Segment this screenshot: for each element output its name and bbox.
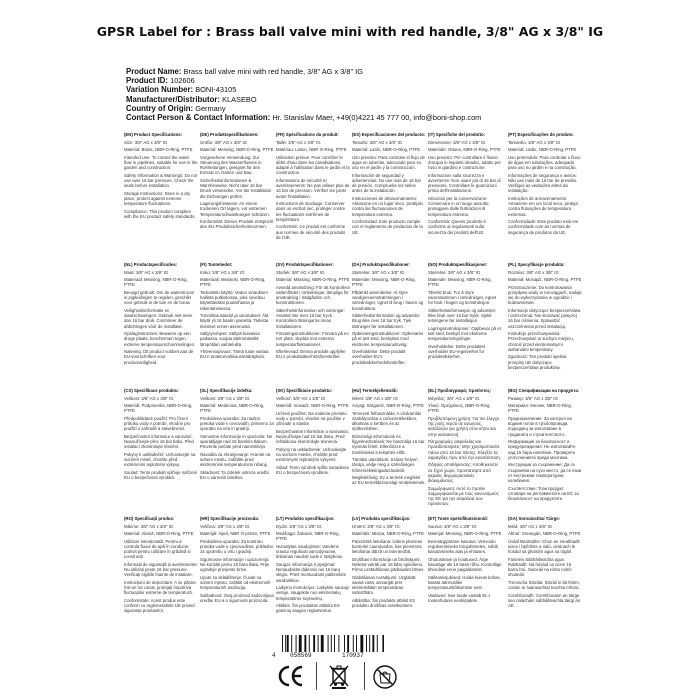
spec-paragraph: Storlek: 3/8" AG x 3/8" IG: [276, 269, 325, 275]
spec-paragraph: Drošības informācija un brīdinājumi: Nelietot vairāk par 16 bāru spiedienu. Pirms uzstādīšanas pārbaudiet blīves.: [352, 556, 425, 573]
spec-paragraph: Avsedd användning: För att kontrollera vattenflödet i rörledningar, lämpliga för användning i trädgården och konstruktionen.: [276, 284, 350, 306]
spec-heading: (LT) Produkto specifikacijos:: [276, 516, 335, 521]
spec-block: [508, 262, 582, 384]
spec-paragraph: Rozmiar: 3/8" AG x 3/8" IG: [508, 269, 559, 275]
spec-paragraph: Påtænkt anvendelse: At styre vandgennemstrømningen i rørledninger, egnet til brug i haven og konstruktion.: [352, 289, 424, 311]
spec-paragraph: Sigurnosne informacije i upozorenja: Ne koristiti preko 16 bara tlaka. Prije ugradnje provjerite brtve.: [200, 556, 270, 573]
spec-paragraph: Předpokládané použití: Pro řízení průtoku vody v potrubí, vhodné pro použití v zahradě a stavebnictví.: [124, 415, 191, 432]
spec-grid: [124, 132, 584, 662]
spec-paragraph: Conformitate: Acest produs este conform cu reglementările UE privind siguranța produselor.: [124, 597, 195, 614]
spec-paragraph: Bezpečnostní informace a varování: Nepoužívejte přes 16 bar tlaku. Před instalací zkontrolujte těsnění.: [124, 433, 194, 450]
spec-heading: (SV) Produktspecifikationer:: [276, 262, 334, 267]
spec-paragraph: Tiltenkt bruk: For å styre vannstrømmen i rørledninger, egnet for bruk i hagen og konstruksjon.: [428, 289, 497, 306]
spec-paragraph: Vastavus: See toode vastab EL-i tooteohutuse eeskirjadele.: [428, 592, 491, 603]
spec-paragraph: Laikymo instrukcijos: Laikykite sausoje vietoje, saugokite nuo ekstremalių temperatūros svyravimų.: [276, 585, 350, 601]
spec-paragraph: Tárolási utasítások: Száraz helyen tárolja, védje meg a szélsőséges hőmérsékletingadozásoktól.: [352, 457, 418, 473]
spec-block: [352, 388, 426, 510]
spec-paragraph: Taille: 3/8" AG x 3/8" IG: [276, 139, 321, 145]
spec-paragraph: Material: Latão, NBR-O-Ring, PTFE: [508, 147, 577, 153]
spec-paragraph: Mărime: 3/8" AG x 3/8" IG: [124, 523, 174, 529]
icon-divider: [364, 662, 365, 690]
spec-paragraph: Eesmärgipärane kasutus: Veevoolu reguleerimiseks torujuhtmetes, sobib kasutamiseks aias ja ehituses.: [428, 538, 498, 555]
spec-paragraph: Upute za skladištenje: Čuvati na suhom mjestu, zaštititi od ekstremnih temperaturnih oscilacija.: [200, 574, 271, 591]
spec-paragraph: Uso previsto: Per controllare il flusso d'acqua in impianti idraulici, adatto per l'uso in giardino e costruzione.: [428, 154, 501, 171]
spec-paragraph: Numatytas naudojimas: Vandens srautui reguliuoti vamzdynuose, tinkamas naudoti sode ir statybose.: [276, 543, 344, 560]
spec-paragraph: Maat: 3/8" AG x 3/8" IG: [124, 269, 169, 275]
spec-paragraph: Material: Medenina, NBR-O-Ring, PTFE: [200, 403, 265, 414]
spec-block: [276, 132, 350, 254]
spec-block: [276, 262, 350, 384]
spec-paragraph: Μέγεθος: 3/8" AG x 3/8" IG: [428, 395, 480, 401]
info-row-variation-number: Variation Number: BONI-43105: [126, 85, 237, 95]
spec-paragraph: Υλικό: Ορείχαλκος, NBR-O-Ring, PTFE: [428, 403, 491, 414]
spec-paragraph: Uso pretendido: Para controlar o fluxo de água em tubulações, adequado para uso no jardim e na construção.: [508, 154, 581, 171]
spec-paragraph: Úsáid Beartaithe: Chun an sreabhadh uisce i bpíblínte a rialú, oiriúnach le húsáid sa ghairdín agus sa tógáil.: [508, 538, 580, 555]
spec-paragraph: Efterlevnad: Denna produkt uppfyller EU:s produktsäkerhetsföreskrifter.: [276, 349, 346, 360]
spec-paragraph: Materiale: Messing, NBR-O-Ring, PTFE: [352, 277, 416, 288]
spec-paragraph: Συμμόρφωση: Αυτό το προϊόν συμμορφώνεται με τους κανονισμούς της ΕΕ για την ασφάλεια των προϊόντων.: [428, 485, 499, 507]
spec-paragraph: Faisnéis Sábháilteachta agus Rabhaidh: Ná húsáid os cionn 16 barra brú. Seiceáil na rónta roimh shuiteáil.: [508, 556, 572, 578]
spec-block: [124, 516, 198, 638]
spec-paragraph: Atitiktis: Šis produktas atitinka ES gaminių saugos reglamentus.: [276, 603, 340, 614]
spec-paragraph: Size: 3/8" AG x 3/8" IG: [124, 139, 168, 145]
spec-heading: (SL) Specifikacije izdelka:: [200, 388, 253, 393]
spec-block: [508, 516, 582, 638]
spec-paragraph: Pokyny na uskladnenie: Uchovávajte na suchom mieste, chráňte pred extrémnymi teplotnými výkyvmi.: [276, 446, 347, 463]
spec-heading: (NL) Productspecificaties:: [124, 262, 178, 267]
spec-paragraph: Paredzētā lietošana: Ūdens plūsmas kontrolei cauruļvados, kas piemērots lietošanai dārzā un būvniecībā.: [352, 538, 422, 555]
spec-block: [428, 388, 502, 510]
spec-paragraph: Предназначение: За контрол на водния поток в тръбопроводи, подходящ за използване в градината и строителството.: [508, 415, 572, 437]
spec-paragraph: Material: Latón, NBR-O-Ring, PTFE: [352, 147, 421, 153]
spec-paragraph: Tamanho: 3/8" AG x 3/8" IG: [508, 139, 561, 145]
spec-paragraph: Konformität: Dieses Produkt entspricht den EU-Produktsicherheitsnormen.: [200, 219, 274, 230]
spec-paragraph: Materiāls: Misiņa, NBR-O-Ring, PTFE: [352, 531, 425, 537]
spec-heading: (EN) Product Specifications:: [124, 132, 183, 137]
spec-paragraph: Beoogd gebruik: Om de waterstroom in pijpleidingen te regelen, geschikt voor gebruik in de tuin en de bouw.: [124, 289, 195, 306]
spec-paragraph: Материал: Месинг, NBR-O-Ring, PTFE: [508, 403, 572, 414]
spec-block: [124, 262, 198, 384]
spec-paragraph: Storage Instructions: Store in a dry place, protect against extreme temperature fluctuations.: [124, 190, 191, 207]
spec-paragraph: Zgodność: Ten produkt spełnia przepisy UE dotyczące bezpieczeństwa produktów.: [508, 354, 567, 370]
spec-paragraph: Naleving: Dit product voldoet aan de EU-voorschriften voor productveiligheid.: [124, 349, 194, 365]
spec-paragraph: Ohutusteave ja hoiatused: Ärge kasutage üle 16 baari rõhu. Kontrollige tihendeid enne paigaldamist.: [428, 556, 502, 573]
spec-paragraph: Material: Mässing, NBR-O-Ring, PTFE: [276, 277, 350, 283]
spec-paragraph: Materiaali: Messinki, NBR-O-Ring, PTFE: [200, 277, 266, 288]
spec-paragraph: Velikost: 3/8" AG x 3/8" IG: [124, 395, 174, 401]
spec-paragraph: Veličina: 3/8" AG x 3/8" IG: [200, 523, 250, 529]
spec-paragraph: Materiał: Mosiądz, NBR-O-Ring, PTFE: [508, 277, 582, 283]
spec-paragraph: Velikost: 3/8" AG x 3/8" IG: [200, 395, 250, 401]
spec-block: [200, 262, 274, 384]
spec-paragraph: Προβλεπόμενη χρήση: Για τον έλεγχο της ροής νερού σε αγωγούς, κατάλληλο για χρήση στον κήπο και στην κατασκευή.: [428, 415, 500, 437]
spec-paragraph: Lagringsinstruksjoner: Oppbevar på et tørt sted, beskytt mot ekstreme temperatursvingninger.: [428, 325, 501, 342]
spec-paragraph: Opslaginstructies: Bewaren op een droge plaats, beschermen tegen extreme temperatuurschommelingen.: [124, 331, 196, 347]
info-row-product-id: Product ID: 102606: [126, 76, 195, 86]
spec-paragraph: Tarkoitettu käyttö: Veden virtauksen hallinta putkistoissa, joka soveltuu käytettäväksi puutarhassa ja rakentamisessa.: [200, 289, 268, 311]
info-row-contact: Contact Person & Contact Information: Hr. Stanislav Maer, +49(0)4221 45 777 00, info@boni-shop.com: [126, 113, 482, 123]
spec-paragraph: Material: Alamă, NBR-O-Ring, PTFE: [124, 531, 194, 537]
spec-paragraph: Predviđena uporaba: Za kontrolu protoka vode u cjevovodima, prikladno za upotrebu u vrtu i gradnji.: [200, 538, 274, 555]
spec-paragraph: Dimensione: 3/8" AG x 3/8" IG: [428, 139, 486, 145]
spec-block: [352, 516, 426, 638]
spec-paragraph: Medžiaga: Žalvaris, NBR-O-Ring, PTFE: [276, 531, 340, 542]
spec-block: [200, 132, 274, 254]
spec-paragraph: Säkerhetsinformation och varningar: Använd inte över 16 bar tryck. Kontrollera tätningarna innan installationen.: [276, 307, 346, 329]
spec-heading: (SK) Špecifikácie produktu:: [276, 388, 333, 393]
spec-block: [276, 516, 350, 638]
spec-paragraph: Informations de sécurité et avertissements: Ne pas utiliser plus de 16 bar de pression. Vérifiez les joints avant l'installation.: [276, 177, 350, 199]
spec-paragraph: Conformidade: Este produto está em conformidade com as normas de segurança de produtos da UE.: [508, 219, 579, 235]
spec-block: [428, 516, 502, 638]
compliance-icons: [272, 662, 402, 690]
spec-heading: (IT) Specifiche del prodotto:: [428, 132, 486, 137]
spec-heading: (BG) Спецификации на продукта:: [508, 388, 580, 393]
spec-paragraph: Conformité: Ce produit est conforme aux normes de sécurité des produits de l'UE.: [276, 224, 346, 240]
spec-paragraph: Informações de segurança e avisos: Não use mais de 16 bar de pressão. Verifique as vedações antes da instalação.: [508, 172, 578, 194]
spec-paragraph: Biztonsági információk és figyelmeztetések: Ne használja 16 bar nyomás felett. Ellenőrizze a tömítéseket a telepítés előtt.: [352, 433, 425, 455]
spec-paragraph: Instrukcje przechowywania: Przechowywać w suchym miejscu, chronić przed ekstremalnymi wahaniami temperatury.: [508, 331, 574, 352]
spec-heading: (ET) Toote spetsifikatsioonid:: [428, 516, 489, 521]
spec-paragraph: Materijal: mjed, NBR O-prsten, PTFE: [200, 531, 271, 537]
spec-paragraph: Méret: 3/8" AG x 3/8" IG: [352, 395, 398, 401]
spec-paragraph: Dydis: 3/8" AG x 3/8" IG: [276, 523, 322, 529]
spec-paragraph: Conformità: Questo prodotto è conforme ai regolamenti sulla sicurezza dei prodotti dell'UE.: [428, 219, 486, 235]
spec-paragraph: Comhlíonadh: Comhlíonann an táirge seo rialacháin sábháilteachta táirgí an AE.: [508, 592, 581, 609]
spec-paragraph: Veiligheidsinformatie en waarschuwingen: Gebruik niet meer dan 16 bar druk. Controleer de afdichtingen vóór de installatie.: [124, 307, 193, 329]
spec-paragraph: Przeznaczenie: Do kontrolowania przepływu wody w rurociągach, nadaje się do wykorzystania w ogrodzie i budownictwie.: [508, 284, 582, 306]
spec-paragraph: Säilitamisjuhised: Hoida kuivas kohas, kaitsta äärmuslike temperatuurikõikumiste eest.: [428, 574, 501, 591]
spec-paragraph: Yhteensopivuus: Tämä tuote vastaa EU:n tuoteturvallisuusmääräyksiä.: [200, 349, 269, 360]
spec-heading: (ES) Especificaciones del producto:: [352, 132, 426, 137]
spec-paragraph: Instructions de stockage: Conserver dans un endroit sec, protéger contre les fluctuations extrêmes de température.: [276, 201, 346, 222]
barcode-digits: [272, 652, 392, 660]
spec-paragraph: Treoracha Stórála: Stóráil in áit thirim, cosain ar luaineachtaí teochta mhóra.: [508, 579, 580, 591]
spec-heading: (FI) Tuotetiedot:: [200, 262, 233, 267]
spec-paragraph: Размер: 3/8" AG x 3/8" IG: [508, 395, 558, 401]
spec-paragraph: Ábhar: Sreangán, NBR-O-Ring, PTFE: [508, 531, 581, 537]
spec-paragraph: Informații de siguranță și avertismente: Nu utilizați peste 16 bar presiune. Verificați sigiliile înainte de instalare.: [124, 561, 198, 578]
spec-heading: (NO) Produktspesifikasjoner:: [428, 262, 488, 267]
spec-paragraph: Størrelse: 3/8" AG x 3/8" IG: [352, 269, 405, 275]
spec-paragraph: Predvidena uporaba: Za nadzor pretoka vode v cevovodih, primerno za uporabo na vrtu in gradnji.: [200, 415, 274, 432]
spec-paragraph: Lagerungshinweise: An einem trockenen Ort lagern, vor extremen Temperaturschwankungen schützen.: [200, 201, 270, 217]
ce-mark-icon: [278, 664, 304, 688]
spec-paragraph: Utilizare intenționată: Pentru a controla fluxul de apă în conducte, potrivit pentru utilizare în grădină și construcții.: [124, 538, 191, 560]
spec-paragraph: Overholdelse: Dette produkt overholder EU's produktsikkerhedsforskrifter.: [352, 349, 406, 365]
spec-paragraph: Οδηγίες αποθήκευσης: Αποθηκεύστε σε ξηρό χώρο, προστατέψτε από ακραίες θερμοκρασιακές διακυμάνσεις.: [428, 462, 499, 483]
spec-paragraph: Информация за безопасност и предупреждения: Не използвайте над 16 бара налягане. Проверете уплътненията преди монтажа.: [508, 439, 576, 460]
spec-paragraph: Compliance: This product complies with the EU product safety standards.: [124, 208, 196, 219]
spec-heading: (PT) Especificações do produto:: [508, 132, 574, 137]
spec-paragraph: Súlad: Tento výrobok spĺňa nariadenia EÚ o bezpečnosti výrobkov.: [276, 464, 349, 475]
spec-paragraph: Utilisation prévue: Pour contrôler le débit d'eau dans les canalisations, adapté à l'utilisation dans le jardin et la construction.: [276, 154, 350, 176]
spec-paragraph: Materiál: mosadz, NBR-O-Ring, PTFE: [276, 403, 349, 409]
spec-block: [428, 262, 502, 384]
spec-paragraph: Pokyny k uskladnění: Uchovávejte na suchém místě, chraňte před extrémními teplotními výkyvy.: [124, 451, 196, 468]
spec-paragraph: Säilytysohjeet: Säilytä kuivassa paikassa, suojaa äärimmäisiltä lämpötilan vaihteluilta.: [200, 331, 260, 347]
barcode: [272, 635, 392, 661]
spec-paragraph: Určené použitie: Na riadenie prietoku vody v potrubí, vhodné na použitie v záhrade a stavbe.: [276, 410, 347, 427]
spec-paragraph: Intended Use: To control the water flow in pipelines, suitable for use in the garden and construction.: [124, 154, 198, 171]
spec-heading: (FR) Spécifications du produit:: [276, 132, 339, 137]
spec-paragraph: Instruções de armazenamento: Armazene em um local seco, proteja contra flutuações de temperatura extremas.: [508, 195, 578, 217]
spec-paragraph: Matériau: Laiton, NBR-O-Ring, PTFE: [276, 147, 347, 153]
spec-paragraph: Saugos informacija ir įspėjimai: Nenaudokite didesnio nei 16 barų slėgio. Prieš montuodami patikrinkite sandariklius.: [276, 561, 346, 583]
spec-paragraph: Størrelse: 3/8" AG x 3/8" IG: [428, 269, 481, 275]
spec-block: [352, 132, 426, 254]
spec-block: [124, 388, 198, 510]
spec-paragraph: Conformidad: Este producto cumple con el reglamento de productos de la UE.: [352, 219, 423, 235]
spec-paragraph: Overholdelse: Dette produktet overholder EU-regelverket for produktsikkerhet.: [428, 343, 486, 360]
spec-heading: (GA) Sonraíochtaí Táirge:: [508, 516, 561, 521]
spec-paragraph: Vorgesehene Verwendung: Zur Steuerung des Wasserflusses in Rohrleitungen, geeignet für den Einsatz im Garten und Bau.: [200, 154, 262, 176]
spec-paragraph: Materiaal: Messing, NBR-O-Ring, PTFE: [124, 277, 188, 288]
spec-paragraph: Съответствие: Този продукт отговаря на регламентите на ЕС за безопасност на продуктите.: [508, 485, 579, 501]
barcode-digit-prefix: 4: [272, 652, 276, 659]
spec-paragraph: Navodila za shranjevanje: Hranite na suhem mestu, zaščitite pred ekstremnimi temperaturnimi nihanji.: [200, 451, 271, 468]
spec-heading: (HR) Specifikacije proizvoda:: [200, 516, 260, 521]
info-row-manufacturer: Manufacturer/Distributor: KLASEBO: [126, 94, 257, 104]
spec-paragraph: Soulad: Tento produkt splňuje nařízení EU o bezpečnosti výrobků.: [124, 469, 198, 481]
spec-paragraph: Anyag: Sárgaréz, NBR-O-Ring, PTFE: [352, 403, 424, 409]
spec-paragraph: Megfelelőség: Ez a termék megfelel az EU termékbiztonsági rendeleteinek.: [352, 475, 426, 486]
spec-paragraph: Materiale: Ottone, NBR-O-Ring, PTFE: [428, 147, 501, 153]
info-row-product-name: Product Name: Brass ball valve mini with red handle, 3/8" AG x 3/8" IG: [126, 67, 363, 76]
page-title: GPSR Label for : Brass ball valve mini with red handle, 3/8" AG x 3/8" IG: [96, 24, 604, 39]
spec-paragraph: Información de seguridad y advertencias: No use más de 16 bar de presión. Compruebe los sellos antes de la instalación.: [352, 172, 422, 194]
spec-heading: (DA) Produktspecifikationer:: [352, 262, 411, 267]
spec-paragraph: Safety Information & Warnings: Do not use over 16 bar pressure. Check the seals before installation.: [124, 172, 198, 189]
spec-paragraph: Bezpečnostné informácie a varovania: Nepoužívajte nad 16 bar tlaku. Pred inštaláciou skontrolujte tesnenia.: [276, 428, 349, 445]
spec-paragraph: Material: Brass, NBR-O-Ring, PTFE: [124, 147, 193, 153]
spec-block: [428, 132, 502, 254]
spec-heading: (DE) Produktspezifikationen:: [200, 132, 259, 137]
spec-paragraph: Varnostne informacije in opozorila: Ne uporabljajte nad 16 barskim tlakom. Preverite pečate pred namestitvijo.: [200, 433, 273, 450]
spec-block: [508, 132, 582, 254]
spec-heading: (CS) Specifikace produktu:: [124, 388, 179, 393]
icon-divider: [316, 662, 317, 690]
barcode-bars: [280, 635, 384, 652]
no-plastic-bag-icon: [372, 664, 398, 690]
spec-paragraph: Atbilstība: Šis produkts atbilst ES produktu drošības noteikumiem.: [352, 597, 416, 609]
product-info: [126, 67, 646, 122]
spec-paragraph: Material: Messing, NBR-O-Ring, PTFE: [200, 147, 274, 153]
spec-heading: (PL) Specyfikacje produktu:: [508, 262, 565, 267]
spec-paragraph: Veľkosť: 3/8" AG x 3/8" IG: [276, 395, 326, 401]
spec-paragraph: Glabāšanas norādījumi: Uzglabāt sausā vietā, aizsargāt pret ekstremālām temperatūras svārstībām.: [352, 574, 416, 596]
spec-paragraph: Sikkerhetsinformasjon og advarsler: Ikke bruk over 16 bar trykk. Sjekk tetningene før installasjon.: [428, 307, 497, 324]
spec-paragraph: Πληροφορίες ασφαλείας και προειδοποιήσεις: Μην χρησιμοποιείτε πάνω από 16 bar πίεσης. Ελέγξτε τις σφραγίδες πριν από την εγκατάσταση.: [428, 439, 501, 460]
spec-paragraph: Förvaringsinstruktioner: Förvara på en torr plats, skydda mot extrema temperaturfluktuationer.: [276, 331, 349, 347]
spec-paragraph: Tamaño: 3/8" AG x 3/8" IG: [352, 139, 403, 145]
spec-paragraph: Materiale: Messing, NBR-O-Ring, PTFE: [428, 277, 492, 288]
barcode-digit-left: 058569: [290, 652, 312, 659]
spec-heading: (RO) Specificații produs:: [124, 516, 175, 521]
spec-paragraph: Koko: 3/8" AG x 3/8" IG: [200, 269, 245, 275]
crossed-out-bin-icon: [328, 664, 350, 689]
spec-paragraph: Méid: 3/8" AG x 3/8" IG: [508, 523, 553, 529]
barcode-digit-right: 170937: [342, 652, 364, 659]
spec-block: [352, 262, 426, 384]
spec-paragraph: Sukladnost: Ovaj proizvod zadovoljava uredbe EU-a o sigurnosti proizvoda.: [200, 592, 274, 603]
spec-block: [200, 516, 274, 638]
spec-paragraph: Instrucciones de almacenamiento: Almacene en un lugar seco, protéjalo contra las fluctuaciones de temperatura extrema.: [352, 195, 423, 217]
spec-paragraph: Izmērs: 3/8" AG x 3/8" IG: [352, 523, 400, 529]
spec-heading: (LV) Produkta specifikācijas:: [352, 516, 411, 521]
spec-paragraph: Инструкции за съхранение: Да се съхранява на сухо място, да се пази от екстремни температурни колебания.: [508, 462, 582, 483]
spec-paragraph: Opbevaringsinstruktioner: Opbevares på et tørt sted, beskyttes mod ekstreme temperaturudsving.: [352, 331, 424, 347]
spec-paragraph: Informazioni sulla sicurezza e avvertenze: Non usare più di 16 bar di pressione. Controllare le guarnizioni prima dell'installazione.: [428, 172, 501, 194]
info-row-country-of-origin: Country of Origin: Germany: [126, 103, 226, 113]
spec-block: [276, 388, 350, 510]
spec-paragraph: Informacje dotyczące bezpieczeństwa i ostrzeżenia: Nie stosować powyżej 16 bar ciśnienia. Sprawdzić uszczelnienia przed instalacją.: [508, 307, 581, 329]
spec-heading: (HU) Termékjellemzők:: [352, 388, 399, 393]
spec-paragraph: Tervezett felhasználás: A vízáramlás szabályozása a csővezetékekben, alkalmas a kertben és az építkezésben.: [352, 410, 422, 432]
spec-paragraph: Größe: 3/8" AG x 3/8" IG: [200, 139, 247, 145]
spec-paragraph: Istruzioni per la conservazione: Conservare in un luogo asciutto, proteggere dalle fluttuazioni di temperatura estrema.: [428, 195, 490, 217]
spec-paragraph: Sicherheitsinformationen & Warnhinweise: Nicht über 16 bar Druck verwenden. Vor der Installation die Dichtungen prüfen.: [200, 177, 272, 199]
spec-paragraph: Instrucțiuni de depozitare: A se păstra într-un loc uscat, protejați împotriva fluctuațiilor extreme de temperatură.: [124, 579, 196, 596]
spec-block: [124, 132, 198, 254]
spec-paragraph: Materjal: Messing, NBR-O-Ring, PTFE: [428, 531, 502, 537]
spec-paragraph: Sikkerhedsinformation og advarsler: Brug ikke over 16 bar tryk. Tjek tætninger før installationen.: [352, 313, 421, 329]
spec-paragraph: Suurus: 3/8" AG x 3/8" IG: [428, 523, 477, 529]
spec-paragraph: Materiál: Podprsenka, NBR-O-Ring, PTFE: [124, 403, 193, 414]
spec-paragraph: Skladnost: Ta izdelek ustreza uredbi EU o varnosti izdelkov.: [200, 469, 269, 481]
spec-heading: (EL) Προδιαγραφές προϊόντος:: [428, 388, 492, 393]
spec-block: [508, 388, 582, 510]
spec-paragraph: Turvallisuustiedot ja varoitukset: Älä käytä yli 16 baarin painetta. Tarkista tiivisteet ennen asennusta.: [200, 313, 269, 329]
spec-paragraph: Uso previsto: Para controlar el flujo de agua en tuberías, adecuado para su uso en el jardín y la construcción.: [352, 154, 425, 171]
spec-block: [200, 388, 274, 510]
